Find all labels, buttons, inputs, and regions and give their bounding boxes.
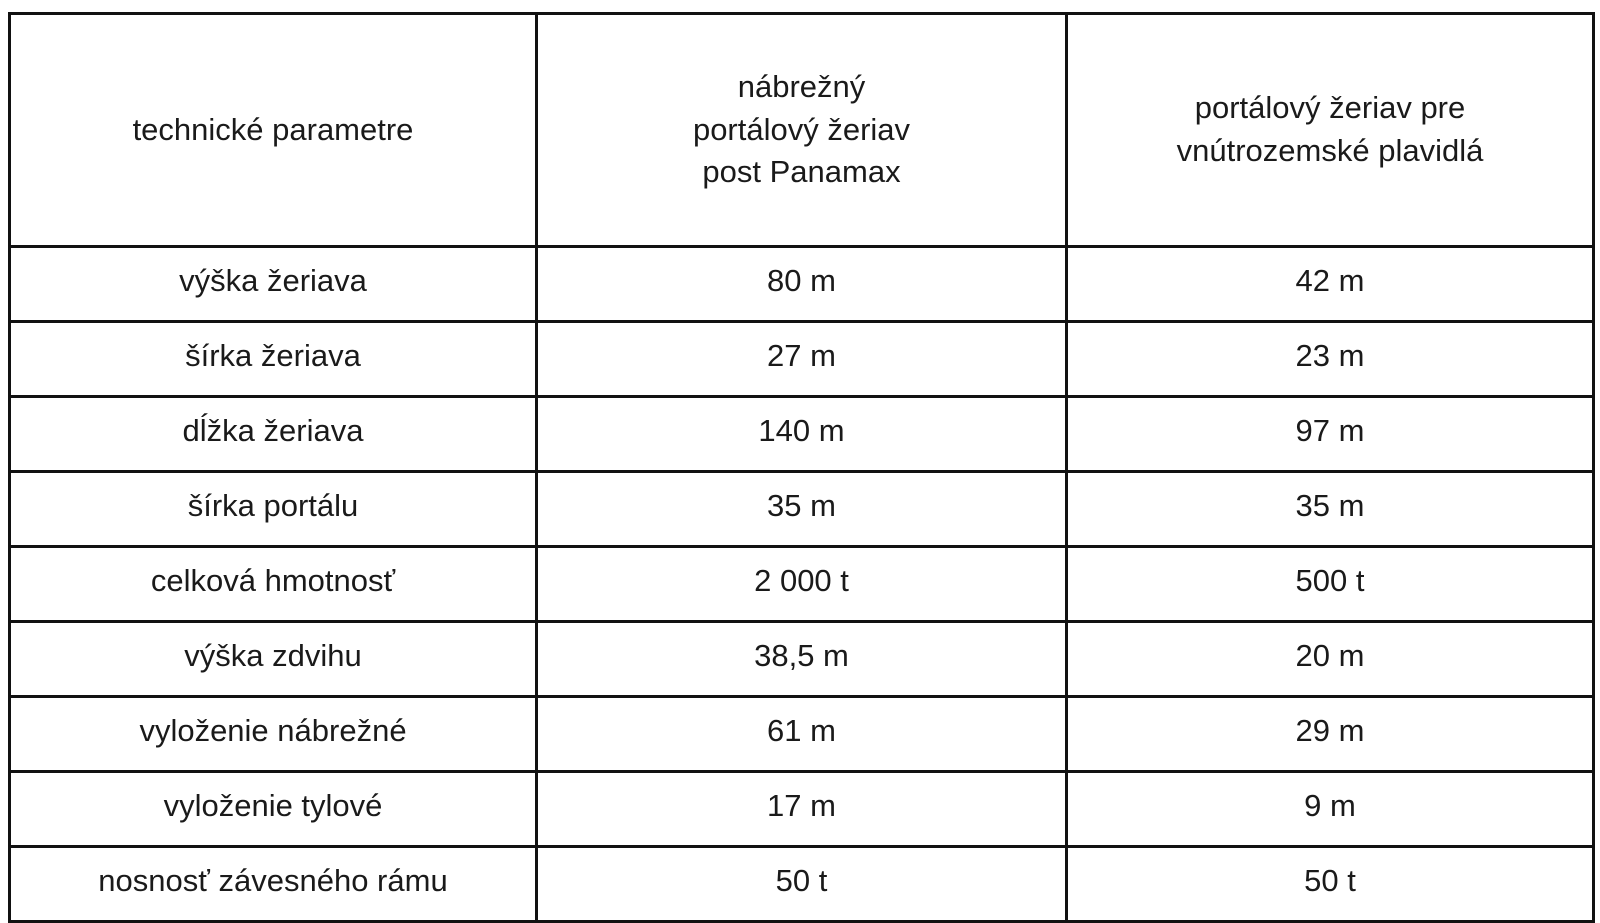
table-row	[10, 697, 1594, 772]
inland-value-cell: 500 t	[1067, 547, 1594, 622]
param-cell: vyloženie tylové	[10, 772, 537, 847]
inland-value-cell: 42 m	[1067, 247, 1594, 322]
header-line: post Panamax	[702, 154, 901, 190]
param-cell: vyloženie nábrežné	[10, 697, 537, 772]
header-line: portálový žeriav	[692, 111, 911, 147]
table-body	[10, 247, 1594, 922]
param-cell: dĺžka žeriava	[10, 397, 537, 472]
header-post-panamax-crane	[537, 14, 1067, 247]
header-line: portálový žeriav pre	[1194, 90, 1466, 126]
param-cell: celková hmotnosť	[10, 547, 537, 622]
inland-value-cell: 29 m	[1067, 697, 1594, 772]
table-row	[10, 472, 1594, 547]
inland-value-cell: 20 m	[1067, 622, 1594, 697]
post-panamax-value-cell: 61 m	[537, 697, 1067, 772]
inland-value-cell: 35 m	[1067, 472, 1594, 547]
post-panamax-value-cell: 27 m	[537, 322, 1067, 397]
post-panamax-value-cell: 17 m	[537, 772, 1067, 847]
inland-value-cell: 50 t	[1067, 847, 1594, 922]
post-panamax-value-cell: 2 000 t	[537, 547, 1067, 622]
param-cell: výška žeriava	[10, 247, 537, 322]
post-panamax-value-cell: 35 m	[537, 472, 1067, 547]
table-row	[10, 397, 1594, 472]
param-cell: nosnosť závesného rámu	[10, 847, 537, 922]
param-cell: výška zdvihu	[10, 622, 537, 697]
header-row	[10, 14, 1594, 247]
inland-value-cell: 23 m	[1067, 322, 1594, 397]
post-panamax-value-cell: 80 m	[537, 247, 1067, 322]
post-panamax-value-cell: 38,5 m	[537, 622, 1067, 697]
table-row	[10, 622, 1594, 697]
inland-value-cell: 97 m	[1067, 397, 1594, 472]
inland-value-cell: 9 m	[1067, 772, 1594, 847]
post-panamax-value-cell: 140 m	[537, 397, 1067, 472]
header-line: technické parametre	[132, 111, 414, 147]
header-line: nábrežný	[737, 68, 866, 104]
table-row	[10, 247, 1594, 322]
param-cell: šírka žeriava	[10, 322, 537, 397]
post-panamax-value-cell: 50 t	[537, 847, 1067, 922]
param-cell: šírka portálu	[10, 472, 537, 547]
header-inland-vessel-crane	[1067, 14, 1594, 247]
table-row	[10, 772, 1594, 847]
table-row	[10, 847, 1594, 922]
crane-parameters-table	[8, 12, 1595, 923]
table-row	[10, 547, 1594, 622]
table-header	[10, 14, 1594, 247]
header-line: vnútrozemské plavidlá	[1176, 133, 1484, 168]
header-technical-parameters	[10, 14, 537, 247]
table-row	[10, 322, 1594, 397]
